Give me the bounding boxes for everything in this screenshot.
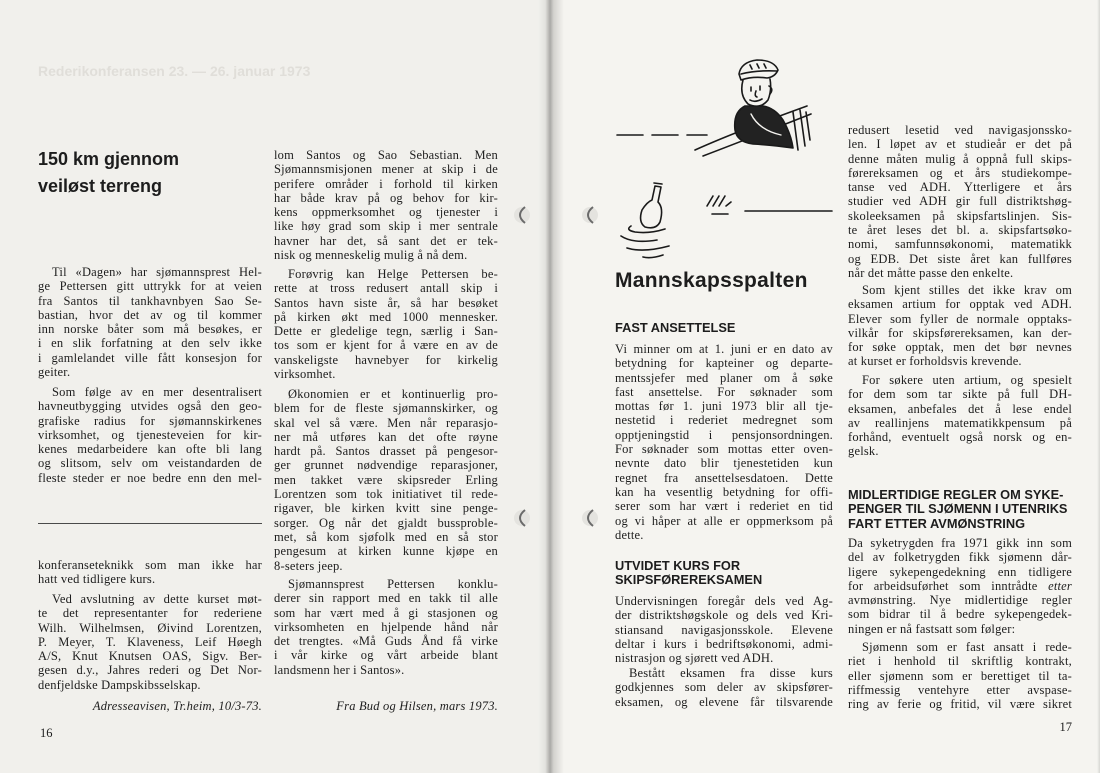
paragraph: [38, 592, 262, 692]
text-line: inn norske båter som må besøkes, er: [38, 322, 262, 337]
text-line: Som følge av en mer desentralisert: [52, 385, 262, 399]
sailor-body: [735, 106, 793, 148]
text-line: For søknader som mottas etter oven-: [615, 442, 833, 457]
text-line: rette at tross redusert antall skip i: [274, 281, 498, 296]
text-line: Sjømannsprest Pettersen konklu-: [288, 577, 498, 591]
text-line: vanskeligste havnebyer for kirkelig: [274, 352, 498, 367]
text-line: eksamen artium for opptak ved ADH.: [848, 297, 1072, 312]
paragraph: [274, 267, 498, 381]
paragraph: [848, 283, 1072, 369]
text-line: len. I løpet av et studieår er det på: [848, 137, 1072, 152]
text-line: havner har det, så sant det er tek-: [274, 233, 498, 248]
text-line: kenes medarbeidere kan ofte bli lang: [38, 442, 262, 457]
text-line: riffmessig ventehyre etter avspase-: [848, 682, 1072, 697]
text-line: Bestått eksamen fra disse kurs: [629, 666, 833, 680]
sailor-cartoon-illustration: [585, 50, 845, 270]
text-line: tos som er kjent for å være en av de: [274, 338, 498, 353]
paragraph: [848, 373, 1072, 459]
text-line: ner må utføres kan det ofte røyne: [274, 429, 498, 444]
text-line: mentssjefer med planer om å søke: [615, 370, 833, 385]
text-line: lom Santos og Sao Sebastian. Men: [274, 148, 498, 162]
text-line: landsmenn her i Santos».: [274, 662, 405, 677]
text-line: te året leses det bl. a. skipsfartsøko-: [848, 223, 1072, 238]
text-line: gesen d.y., Jahres rederi og Det Nor-: [38, 663, 262, 678]
text-line: virksomheten en hjelpende hånd når: [274, 619, 498, 634]
text-line: i gamlelandet ville fått konsesjon for: [38, 350, 262, 365]
text-line: Da syketrygden fra 1971 gikk inn som: [848, 536, 1072, 550]
text-line: Fra Bud og Hilsen, mars 1973.: [336, 699, 498, 713]
text-line: fleste steder er noe bedre enn den mel-: [38, 470, 262, 485]
text-run: for arbeidsuførhet som inntrådte: [848, 578, 1049, 593]
source-credit: [274, 699, 498, 713]
paragraph: [274, 148, 498, 262]
text-line: ger grunnet nødvendige reparasjoner,: [274, 458, 498, 473]
text-line: har både krav på og behov for kir-: [274, 190, 498, 205]
text-line: derer sin rapport med en takk til alle: [274, 591, 498, 606]
text-line: forhånd, eventuelt også norsk og en-: [848, 430, 1072, 445]
paragraph: [274, 387, 498, 573]
text-line: 8-seters jeep.: [274, 558, 343, 573]
text-line: ligere sykepengedekning enn tidligere: [848, 564, 1072, 579]
text-line: nistrasjon og sjørett ved ADH.: [615, 651, 774, 666]
article-title: [38, 146, 262, 200]
text-line: godkjennes som deler av skipsfører-: [615, 680, 833, 695]
text-line: dette.: [615, 527, 644, 542]
section-heading: [848, 488, 1072, 531]
bottle-cork: [654, 183, 662, 184]
text-line: Vi minner om at 1. juni er en dato av: [615, 342, 833, 356]
text-line: geiter.: [38, 365, 71, 380]
text-line: nisk og menneskelig mulig å nå dem.: [274, 248, 468, 263]
paragraph: [848, 123, 1072, 280]
paragraph: [848, 536, 1072, 636]
heading-line: PENGER TIL SJØMENN I UTENRIKS: [848, 502, 1068, 517]
bottle: [641, 186, 662, 228]
text-line: deltar i kurs i bedriftsøkonomi, admi-: [615, 636, 833, 651]
text-line: ningen er nå fastsatt som følger:: [848, 621, 1016, 636]
section-divider: [38, 523, 262, 524]
text-line: Til «Dagen» har sjømannsprest Hel-: [52, 265, 262, 279]
text-line: Sjømannsmisjonen mener at skip i de: [274, 162, 498, 177]
text-line: te det representanter for rederiene: [38, 606, 262, 621]
text-line: virksomhet.: [274, 367, 336, 382]
text-line: mottas før 1. juni 1973 blir all tje-: [615, 399, 833, 414]
text-line: nestetid i rederiet medregnet som: [615, 413, 833, 428]
text-line: havneutbygging utvides også den geo-: [38, 399, 262, 414]
horizon-line: [712, 211, 832, 214]
paragraph: [848, 640, 1072, 711]
heading-line: MIDLERTIDIGE REGLER OM SYKE-: [848, 488, 1064, 502]
text-line: som har vært med å gi stasjonen og: [274, 605, 498, 620]
text-line: tanse ved ADH. Ytterligere et års: [848, 180, 1072, 195]
text-line: gelsk.: [848, 444, 879, 459]
text-line: Adresseavisen, Tr.heim, 10/3-73.: [92, 699, 262, 713]
text-line: like høy grad som skip i mer sentrale: [274, 219, 498, 234]
text-line: redusert lesetid ved navigasjonssko-: [848, 123, 1072, 137]
text-line: på kirken økt med 1000 mennesker.: [274, 309, 498, 324]
text-line: bastian, hvor det av og til kommer: [38, 307, 262, 322]
binding-spine: [538, 0, 564, 773]
title-line: veiløst terreng: [38, 176, 163, 196]
paragraph: [615, 594, 833, 665]
text-line: Wilh. Wilhelmsen, Øivind Lorentzen,: [38, 620, 262, 635]
heading-line: UTVIDET KURS FOR: [615, 559, 741, 573]
paragraph: [615, 666, 833, 709]
text-line: fra Santos til tankhavnbyen Sao Se-: [38, 293, 262, 308]
text-line: konferanseteknikk som man ikke har: [38, 558, 262, 572]
text-line: riet i henhold til skriftlig kontrakt,: [848, 654, 1072, 669]
text-line: vilkår for skipsførereksamen, kan der-: [848, 325, 1072, 340]
text-line: fast ansettelse. For søknader som: [615, 384, 833, 399]
column-title: Mannskapsspalten: [615, 269, 808, 292]
text-line: serer som har vært i rederiet en tid: [615, 499, 833, 514]
text-line: regnet fra ansettelsesdatoen. Dette: [615, 470, 833, 485]
text-line: når det måtte passe den enkelte.: [848, 265, 1014, 280]
page-number: 16: [40, 726, 53, 740]
source-credit: [38, 699, 262, 713]
text-line: denne måten mulig å oppnå full skips-: [848, 151, 1072, 166]
text-line: men takket være skipsreder Erling: [274, 472, 498, 487]
text-line: rigaver, ble kirken kvitt sine penge-: [274, 501, 498, 516]
text-line: virksomhet, og tjenesteveien for kir-: [38, 427, 262, 442]
sailor-cap: [739, 60, 778, 80]
text-line: nevnte dato blir tjenestetiden kun: [615, 456, 833, 471]
text-line: opptjeningstid i pensjonsordningen.: [615, 427, 833, 442]
text-line: skoleeksamen på skipsfartslinjen. Sis-: [848, 208, 1072, 223]
text-line: sorger. Og når det gjaldt bussproble-: [274, 515, 498, 530]
binder-hole-icon: [510, 506, 534, 530]
paragraph: [38, 558, 262, 587]
text-line: For søkere uten artium, og spesielt: [862, 373, 1072, 387]
text-line: hardt på. Santos drasset på pengesor-: [274, 444, 498, 459]
section-heading: [615, 559, 833, 588]
text-line: av reallinjens matematikkpensum på: [848, 415, 1072, 430]
emphasis-text: etter: [1048, 578, 1072, 593]
text-line: Elever som fyller de normale opptaks-: [848, 311, 1072, 326]
text-line: Økonomien er et kontinuerlig pro-: [288, 387, 498, 401]
paragraph: [38, 265, 262, 379]
text-line: der distriktshøgskole og dels ved Kri-: [615, 608, 833, 623]
water-ripples: [621, 226, 669, 258]
text-line: kens oppmerksomhet og tjenester i: [274, 205, 498, 220]
heading-line: FAST ANSETTELSE: [615, 320, 736, 335]
text-line: i vår kirke og vårt arbeide blant: [274, 648, 498, 663]
hatch-marks: [707, 196, 731, 206]
text-line: skal vel så være. Men når reparasjo-: [274, 415, 498, 430]
text-line: studier ved ADH gir full distriktshøg-: [848, 194, 1072, 209]
text-line: det trengtes. «Må Guds Ånd få virke: [274, 634, 498, 649]
paragraph: [274, 577, 498, 677]
text-line: met, så kom sjøfolk med en så stor: [274, 529, 498, 544]
text-line: betydning for kapteiner og departe-: [615, 356, 833, 371]
text-line: og slitsom, selv om veistandarden de: [38, 456, 262, 471]
text-line: A/S, Knut Knutsen OAS, Sigv. Ber-: [38, 649, 262, 664]
text-line: i en slik forfatning at den selv ikke: [38, 336, 262, 351]
text-line: perifere områder i forhold til kirken: [274, 176, 498, 191]
text-line: Ved avslutning av dette kurset møt-: [52, 592, 262, 606]
text-line: del av folketrygden fikk sjømenn dår-: [848, 550, 1072, 565]
text-line: og vi håper at alle er oppmerksom på: [615, 513, 833, 528]
text-line: Som kjent stilles det ikke krav om: [862, 283, 1072, 297]
text-line: pengesum at kirken kunne kjøpe en: [274, 544, 498, 559]
text-line: hatt ved tidligere kurs.: [38, 572, 156, 587]
text-line: Undervisningen foregår dels ved Ag-: [615, 594, 833, 608]
heading-line: FART ETTER AVMØNSTRING: [848, 516, 1026, 531]
text-line: Santos havn siste år, så har besøket: [274, 295, 498, 310]
text-line: førereksamen og et års studiekompe-: [848, 165, 1072, 180]
text-line: blem for de fleste sjømannskirker, og: [274, 401, 498, 416]
text-line: og EDB. Det siste året kan fullføres: [848, 251, 1072, 266]
text-line: denfjeldske Dampskibsselskap.: [38, 677, 201, 692]
text-line: Forøvrig kan Helge Pettersen be-: [288, 267, 498, 281]
binder-hole-icon: [578, 506, 602, 530]
binder-hole-icon: [510, 203, 534, 227]
text-line: stiansand navigasjonsskole. Elevene: [615, 622, 833, 637]
text-line: grafiske radius for sjømannskirkenes: [38, 413, 262, 428]
section-heading: [615, 320, 833, 336]
paragraph: [38, 385, 262, 485]
text-line: at kurset er forholdsvis krevende.: [848, 354, 1022, 369]
text-line: Dette er gledelige tegn, særlig i San-: [274, 324, 498, 339]
text-line: P. Meyer, T. Klaveness, Leif Høegh: [38, 634, 262, 649]
title-line: 150 km gjennom: [38, 149, 180, 169]
text-line: kan ha vesentlig betydning for offi-: [615, 484, 833, 499]
text-line: eller sjømenn som er berettiget til ta-: [848, 668, 1072, 683]
text-line: eksamen, anbefales det å lese endel: [848, 401, 1072, 416]
text-line: Lorentzen som tok initiativet til rede-: [274, 487, 498, 502]
text-line: avmønstring. Nye midlertidige regler: [848, 593, 1072, 608]
text-line: for søke opptak, men det bør nevnes: [848, 340, 1072, 355]
bleed-through-heading: Rederikonferansen 23. — 26. januar 1973: [38, 63, 311, 79]
text-line: Sjømenn som er fast ansatt i rede-: [862, 640, 1072, 654]
text-line: for dem som tar sikte på full DH-: [848, 387, 1072, 402]
text-line: som bidrar til å bedre sykepengedek-: [848, 607, 1072, 622]
text-line: nomi, samfunnsøkonomi, matematikk: [848, 237, 1072, 252]
text-line: eksamen, og elevene får tilsvarende: [615, 694, 833, 709]
paragraph: [615, 342, 833, 542]
text-line: [848, 579, 1072, 593]
text-line: ring av ferie og fritid, vil være sikret: [848, 697, 1072, 712]
page-number: 17: [1059, 720, 1072, 734]
heading-line: SKIPSFØREREKSAMEN: [615, 573, 763, 588]
text-line: ge Pettersen gitt uttrykk for at veien: [38, 279, 262, 294]
